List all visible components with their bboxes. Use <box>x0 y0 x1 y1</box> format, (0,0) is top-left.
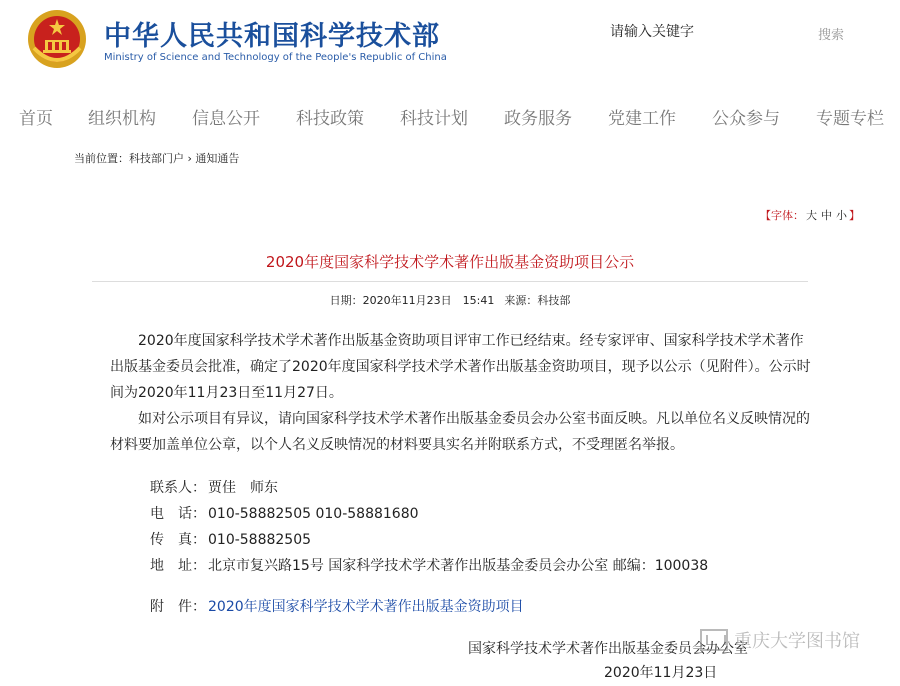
font-size-close: 】 <box>849 209 860 222</box>
contact-value: 010-58882505 010-58881680 <box>208 506 419 522</box>
article-title: 2020年度国家科学技术学术著作出版基金资助项目公示 <box>265 253 635 271</box>
article-source: 来源：科技部 <box>504 294 571 307</box>
contact-label: 电 话： <box>150 506 206 522</box>
nav-item-home[interactable]: 首页 <box>19 109 53 129</box>
contact-fax <box>150 529 311 549</box>
breadcrumb-prefix: 当前位置： <box>74 152 129 165</box>
breadcrumb-item-notices[interactable]: 通知通告 <box>195 152 240 165</box>
nav-item-topics[interactable]: 专题专栏 <box>816 109 884 129</box>
contact-label: 传 真： <box>150 532 206 548</box>
national-emblem-icon <box>26 8 88 70</box>
breadcrumb-separator: › <box>184 152 196 165</box>
contact-address <box>150 555 708 575</box>
contact-value: 贾佳 师东 <box>208 480 278 496</box>
nav-item-party[interactable]: 党建工作 <box>608 109 676 129</box>
article-body <box>110 328 812 458</box>
signature-org: 国家科学技术学术著作出版基金委员会办公室 <box>468 641 748 657</box>
contact-value: 010-58882505 <box>208 532 312 548</box>
library-watermark <box>700 626 860 654</box>
watermark-text: 重庆大学图书馆 <box>734 631 860 652</box>
contact-label: 地 址： <box>150 558 206 574</box>
contact-label: 联系人： <box>150 480 206 496</box>
main-nav <box>0 104 900 132</box>
article-meta <box>0 292 900 308</box>
nav-item-services[interactable]: 政务服务 <box>504 109 572 129</box>
site-subtitle: Ministry of Science and Technology of the People's Republic of China <box>104 52 447 63</box>
article-paragraph: 如对公示项目有异议，请向国家科学技术学术著作出版基金委员会办公室书面反映。凡以单位名义反映情况的材料要加盖单位公章，以个人名义反映情况的材料要具实名并附联系方式，不受理匿名举报。 <box>110 411 810 453</box>
contact-value: 北京市复兴路15号 国家科学技术学术著作出版基金委员会办公室 邮编：100038 <box>208 558 709 574</box>
font-size-medium[interactable]: 中 <box>821 209 832 222</box>
nav-item-organization[interactable]: 组织机构 <box>88 109 156 129</box>
nav-item-plans[interactable]: 科技计划 <box>400 109 468 129</box>
font-size-open: 【字体： <box>760 209 804 222</box>
article-date: 日期：2020年11月23日 15:41 <box>329 294 495 307</box>
site-title: 中华人民共和国科学技术部 <box>104 21 440 52</box>
font-size-switcher <box>760 207 860 223</box>
search-input[interactable] <box>610 20 810 44</box>
nav-item-public[interactable]: 公众参与 <box>712 109 780 129</box>
breadcrumb-item-portal[interactable]: 科技部门户 <box>129 152 184 165</box>
article-paragraph: 2020年度国家科学技术学术著作出版基金资助项目评审工作已经结束。经专家评审、国家科学技术学术著作出版基金委员会批准，确定了2020年度国家科学技术学术著作出版基金资助项目，现予以公示（见附件）。公示时间为2020年11月23日至11月27日。 <box>110 333 811 401</box>
contact-person <box>150 477 278 497</box>
attachment-label: 附 件： <box>150 599 206 615</box>
search-button[interactable]: 搜索 <box>818 22 844 44</box>
title-divider <box>92 281 808 282</box>
signature-date: 2020年11月23日 <box>604 665 718 681</box>
breadcrumb <box>74 150 239 166</box>
nav-item-info-disclosure[interactable]: 信息公开 <box>192 109 260 129</box>
font-size-large[interactable]: 大 <box>806 209 817 222</box>
library-logo-icon <box>700 629 728 651</box>
attachment-row <box>150 596 524 616</box>
nav-item-policy[interactable]: 科技政策 <box>296 109 364 129</box>
contact-phone <box>150 503 419 523</box>
attachment-link[interactable]: 2020年度国家科学技术学术著作出版基金资助项目 <box>208 599 524 615</box>
font-size-small[interactable]: 小 <box>836 209 847 222</box>
